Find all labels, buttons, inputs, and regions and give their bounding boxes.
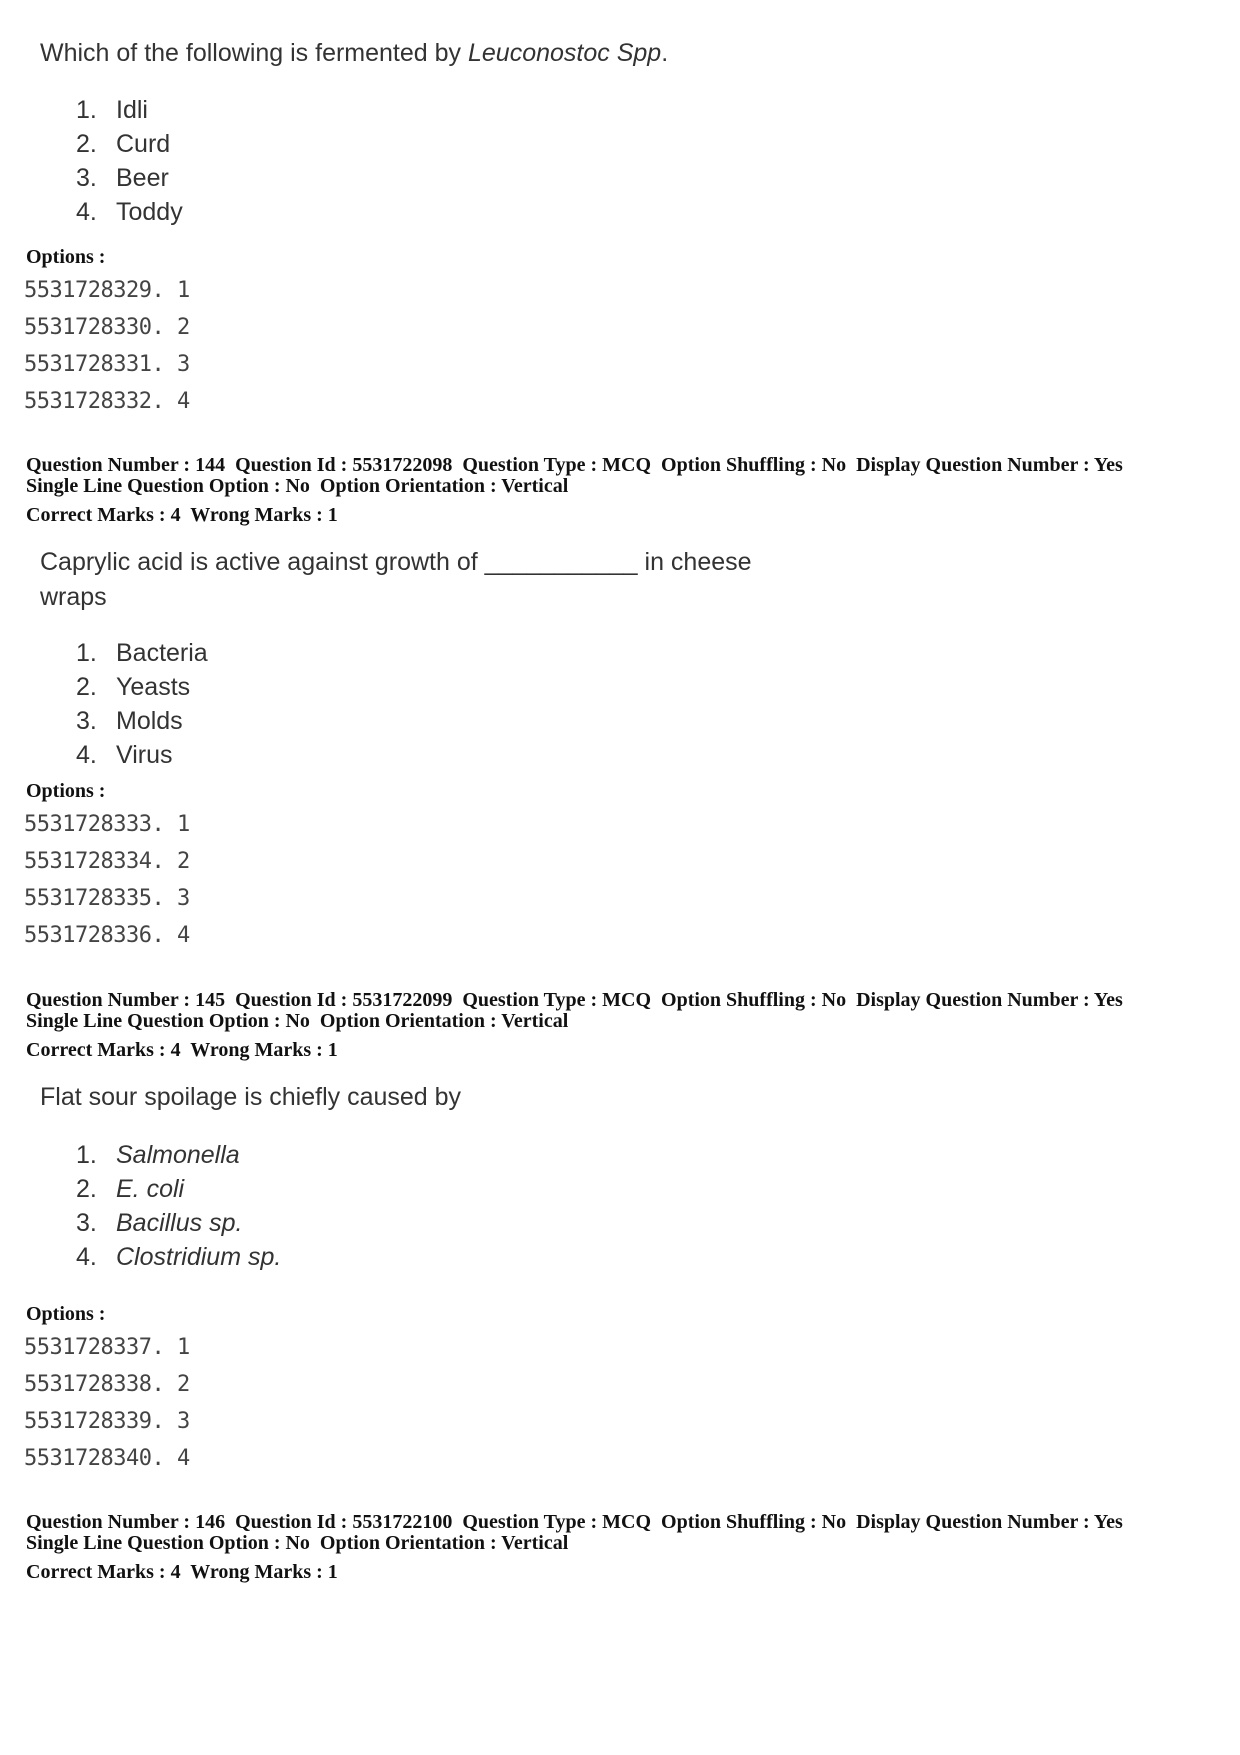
question-143-text <box>40 36 668 70</box>
choice-text: Molds <box>116 707 183 735</box>
choice-number: 1. <box>76 96 97 124</box>
question-144-option-ids <box>24 806 190 954</box>
choice-item <box>76 704 208 738</box>
choice-item <box>76 1172 281 1206</box>
question-144-meta-line2: Single Line Question Option : No Option Orientation : Vertical <box>26 475 569 497</box>
choice-text: Virus <box>116 741 173 769</box>
option-id: 5531728336. 4 <box>24 923 190 948</box>
option-id: 5531728340. 4 <box>24 1446 190 1471</box>
choice-item <box>76 1240 281 1274</box>
choice-text: Beer <box>116 164 169 192</box>
choice-text: Curd <box>116 130 171 158</box>
choice-text: Salmonella <box>116 1141 240 1169</box>
question-146-meta-line2: Single Line Question Option : No Option Orientation : Vertical <box>26 1532 569 1554</box>
choice-text: Toddy <box>116 198 183 226</box>
options-label: Options : <box>26 246 106 268</box>
question-143-text-suffix: . <box>661 39 669 67</box>
question-145-text: Flat sour spoilage is chiefly caused by <box>40 1083 462 1111</box>
option-id: 5531728339. 3 <box>24 1409 190 1434</box>
choice-number: 3. <box>76 164 97 192</box>
choice-item <box>76 1206 281 1240</box>
option-id: 5531728333. 1 <box>24 812 190 837</box>
choice-item <box>76 670 208 704</box>
question-146-meta-line1: Question Number : 146 Question Id : 5531722100 Question Type : MCQ Option Shuffling : No Display Question Number : Yes <box>26 1511 1123 1533</box>
choice-text: Idli <box>116 96 148 124</box>
option-id: 5531728331. 3 <box>24 352 190 377</box>
options-label: Options : <box>26 780 106 802</box>
choice-text: E. coli <box>116 1175 185 1203</box>
option-id: 5531728329. 1 <box>24 278 190 303</box>
choice-item <box>76 127 183 161</box>
question-143-choices <box>76 93 183 229</box>
choice-item <box>76 738 208 772</box>
choice-number: 1. <box>76 1141 97 1169</box>
question-144-meta-line1: Question Number : 144 Question Id : 5531722098 Question Type : MCQ Option Shuffling : No Display Question Number : Yes <box>26 454 1123 476</box>
choice-text: Bacteria <box>116 639 208 667</box>
choice-number: 2. <box>76 1175 97 1203</box>
choice-text: Yeasts <box>116 673 191 701</box>
question-145-meta-line2: Single Line Question Option : No Option Orientation : Vertical <box>26 1010 569 1032</box>
choice-number: 3. <box>76 707 97 735</box>
question-145-option-ids <box>24 1329 190 1477</box>
question-143-option-ids <box>24 272 190 420</box>
choice-number: 2. <box>76 130 97 158</box>
choice-text: Bacillus sp. <box>116 1209 243 1237</box>
choice-number: 4. <box>76 741 97 769</box>
choice-item <box>76 1138 281 1172</box>
options-label: Options : <box>26 1303 106 1325</box>
option-id: 5531728338. 2 <box>24 1372 190 1397</box>
choice-number: 4. <box>76 1243 97 1271</box>
question-144-text-line2: wraps <box>40 583 107 611</box>
choice-item <box>76 195 183 229</box>
choice-item <box>76 636 208 670</box>
choice-number: 2. <box>76 673 97 701</box>
question-144-text-line1: Caprylic acid is active against growth of ___________ in cheese <box>40 548 752 576</box>
choice-number: 1. <box>76 639 97 667</box>
question-144-marks: Correct Marks : 4 Wrong Marks : 1 <box>26 504 338 526</box>
question-143-text-italic: Leuconostoc Spp <box>467 39 662 67</box>
question-145-meta-line1: Question Number : 145 Question Id : 5531722099 Question Type : MCQ Option Shuffling : No Display Question Number : Yes <box>26 989 1123 1011</box>
option-id: 5531728334. 2 <box>24 849 190 874</box>
option-id: 5531728332. 4 <box>24 389 190 414</box>
question-144-choices <box>76 636 208 772</box>
option-id: 5531728330. 2 <box>24 315 190 340</box>
question-145-choices <box>76 1138 281 1274</box>
choice-item <box>76 93 183 127</box>
choice-number: 3. <box>76 1209 97 1237</box>
question-146-marks: Correct Marks : 4 Wrong Marks : 1 <box>26 1561 338 1583</box>
choice-number: 4. <box>76 198 97 226</box>
question-143-text-prefix: Which of the following is fermented by <box>40 39 468 67</box>
question-145-marks: Correct Marks : 4 Wrong Marks : 1 <box>26 1039 338 1061</box>
option-id: 5531728337. 1 <box>24 1335 190 1360</box>
choice-item <box>76 161 183 195</box>
choice-text: Clostridium sp. <box>116 1243 282 1271</box>
option-id: 5531728335. 3 <box>24 886 190 911</box>
